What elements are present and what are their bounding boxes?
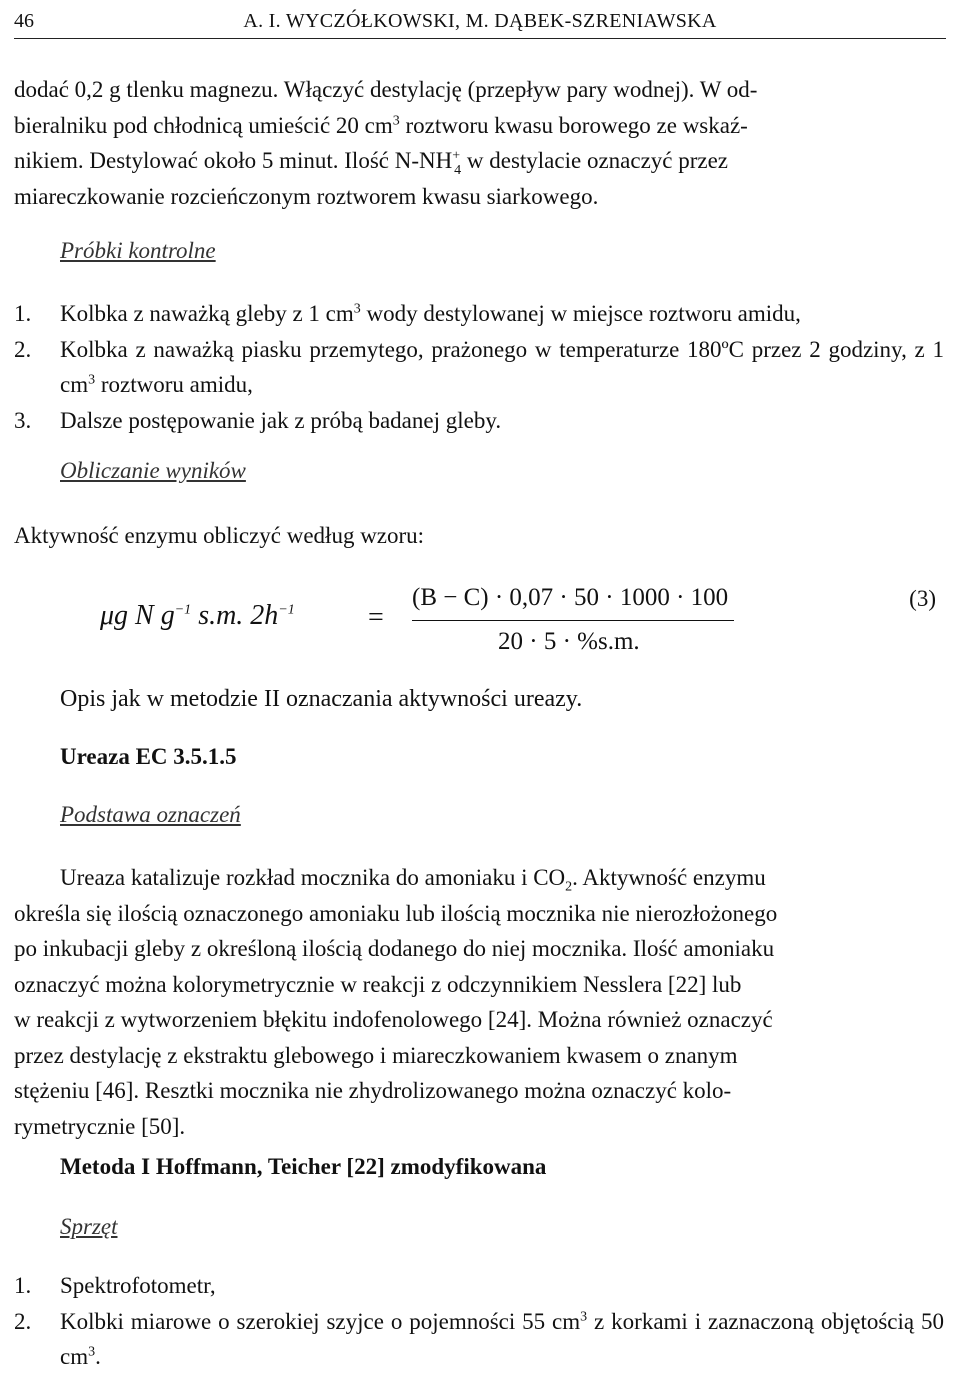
intro-line-1: dodać 0,2 g tlenku magnezu. Włączyć destylację (przepływ pary wodnej). W od- bbox=[14, 77, 758, 102]
formula-numerator: (B − C) · 0,07 · 50 · 1000 · 100 bbox=[412, 584, 729, 611]
list-item: 2. Kolbka z naważką piasku przemytego, prażonego w temperaturze 180ºC przez 2 godziny, z 1 $cm^3$ roztworu amidu, bbox=[14, 336, 944, 397]
urease-line-4: oznaczyć można kolorymetrycznie w reakcji z odczynnikiem Nesslera [22] lub bbox=[14, 971, 742, 997]
formula-3 bbox=[100, 580, 860, 670]
intro-line-2: bieralniku pod chłodnicą umieścić 20 $cm^3$ roztworu kwasu borowego ze wskaź- bbox=[14, 112, 748, 138]
formula-lhs: μg N $g^{-1}$ s.m. $2h^{-1}$ bbox=[100, 600, 295, 631]
list-item: 2. Kolbki miarowe o szerokiej szyjce o pojemności 55 $cm^3$ z korkami i zaznaczoną objętością 50 $cm^3$. bbox=[14, 1308, 944, 1369]
fraction-bar bbox=[412, 620, 734, 621]
enzyme-title: Ureaza EC 3.5.1.5 bbox=[60, 744, 237, 769]
method-note: Opis jak w metodzie II oznaczania aktywności ureazy. bbox=[60, 686, 583, 712]
running-header bbox=[14, 4, 946, 39]
intro-paragraph bbox=[14, 72, 944, 214]
running-title: A. I. WYCZÓŁKOWSKI, M. DĄBEK-SZRENIAWSKA bbox=[243, 10, 717, 32]
urease-line-7: stężeniu [46]. Resztki mocznika nie zhydrolizowanego można oznaczyć kolo- bbox=[14, 1078, 732, 1103]
equation-number: (3) bbox=[909, 586, 936, 611]
urease-paragraph bbox=[14, 860, 944, 1144]
section-heading-basis: Podstawa oznaczeń bbox=[60, 802, 241, 827]
urease-line-1: Ureaza katalizuje rozkład mocznika do amoniaku i $CO_2$. Aktywność enzymu bbox=[60, 865, 766, 895]
calc-intro: Aktywność enzymu obliczyć według wzoru: bbox=[14, 523, 425, 548]
list-item: 3. Dalsze postępowanie jak z próbą badanej gleby. bbox=[14, 407, 502, 433]
section-heading-controls: Próbki kontrolne bbox=[60, 238, 216, 263]
intro-line-4: miareczkowanie rozcieńczonym roztworem kwasu siarkowego. bbox=[14, 183, 599, 209]
method-title: Metoda I Hoffmann, Teicher [22] zmodyfikowana bbox=[60, 1154, 547, 1179]
section-heading-equipment: Sprzęt bbox=[60, 1214, 118, 1239]
formula-equals: = bbox=[368, 602, 384, 633]
urease-line-5: w reakcji z wytworzeniem błękitu indofenolowego [24]. Można również oznaczyć bbox=[14, 1007, 773, 1032]
page-number: 46 bbox=[14, 10, 34, 32]
formula-denominator: 20 · 5 · %s.m. bbox=[498, 628, 640, 655]
equipment-list bbox=[14, 1268, 944, 1375]
intro-line-3: nikiem. Destylować około 5 minut. Ilość $N-NH^+_4$ w destylacie oznaczyć przez bbox=[14, 148, 729, 178]
urease-line-8: rymetrycznie [50]. bbox=[14, 1113, 186, 1139]
list-item: 1. Spektrofotometr, bbox=[14, 1273, 216, 1298]
controls-list bbox=[14, 296, 944, 438]
urease-line-3: po inkubacji gleby z określoną ilością dodanego do niej mocznika. Ilość amoniaku bbox=[14, 936, 775, 961]
list-item: 1. Kolbka z naważką gleby z 1 $cm^3$ wody destylowanej w miejsce roztworu amidu, bbox=[14, 301, 801, 326]
section-heading-calc: Obliczanie wyników bbox=[60, 458, 246, 483]
urease-line-2: określa się ilością oznaczonego amoniaku lub ilością mocznika nie nierozłożonego bbox=[14, 900, 778, 926]
urease-line-6: przez destylację z ekstraktu glebowego i miareczkowaniem kwasem o znanym bbox=[14, 1042, 738, 1068]
